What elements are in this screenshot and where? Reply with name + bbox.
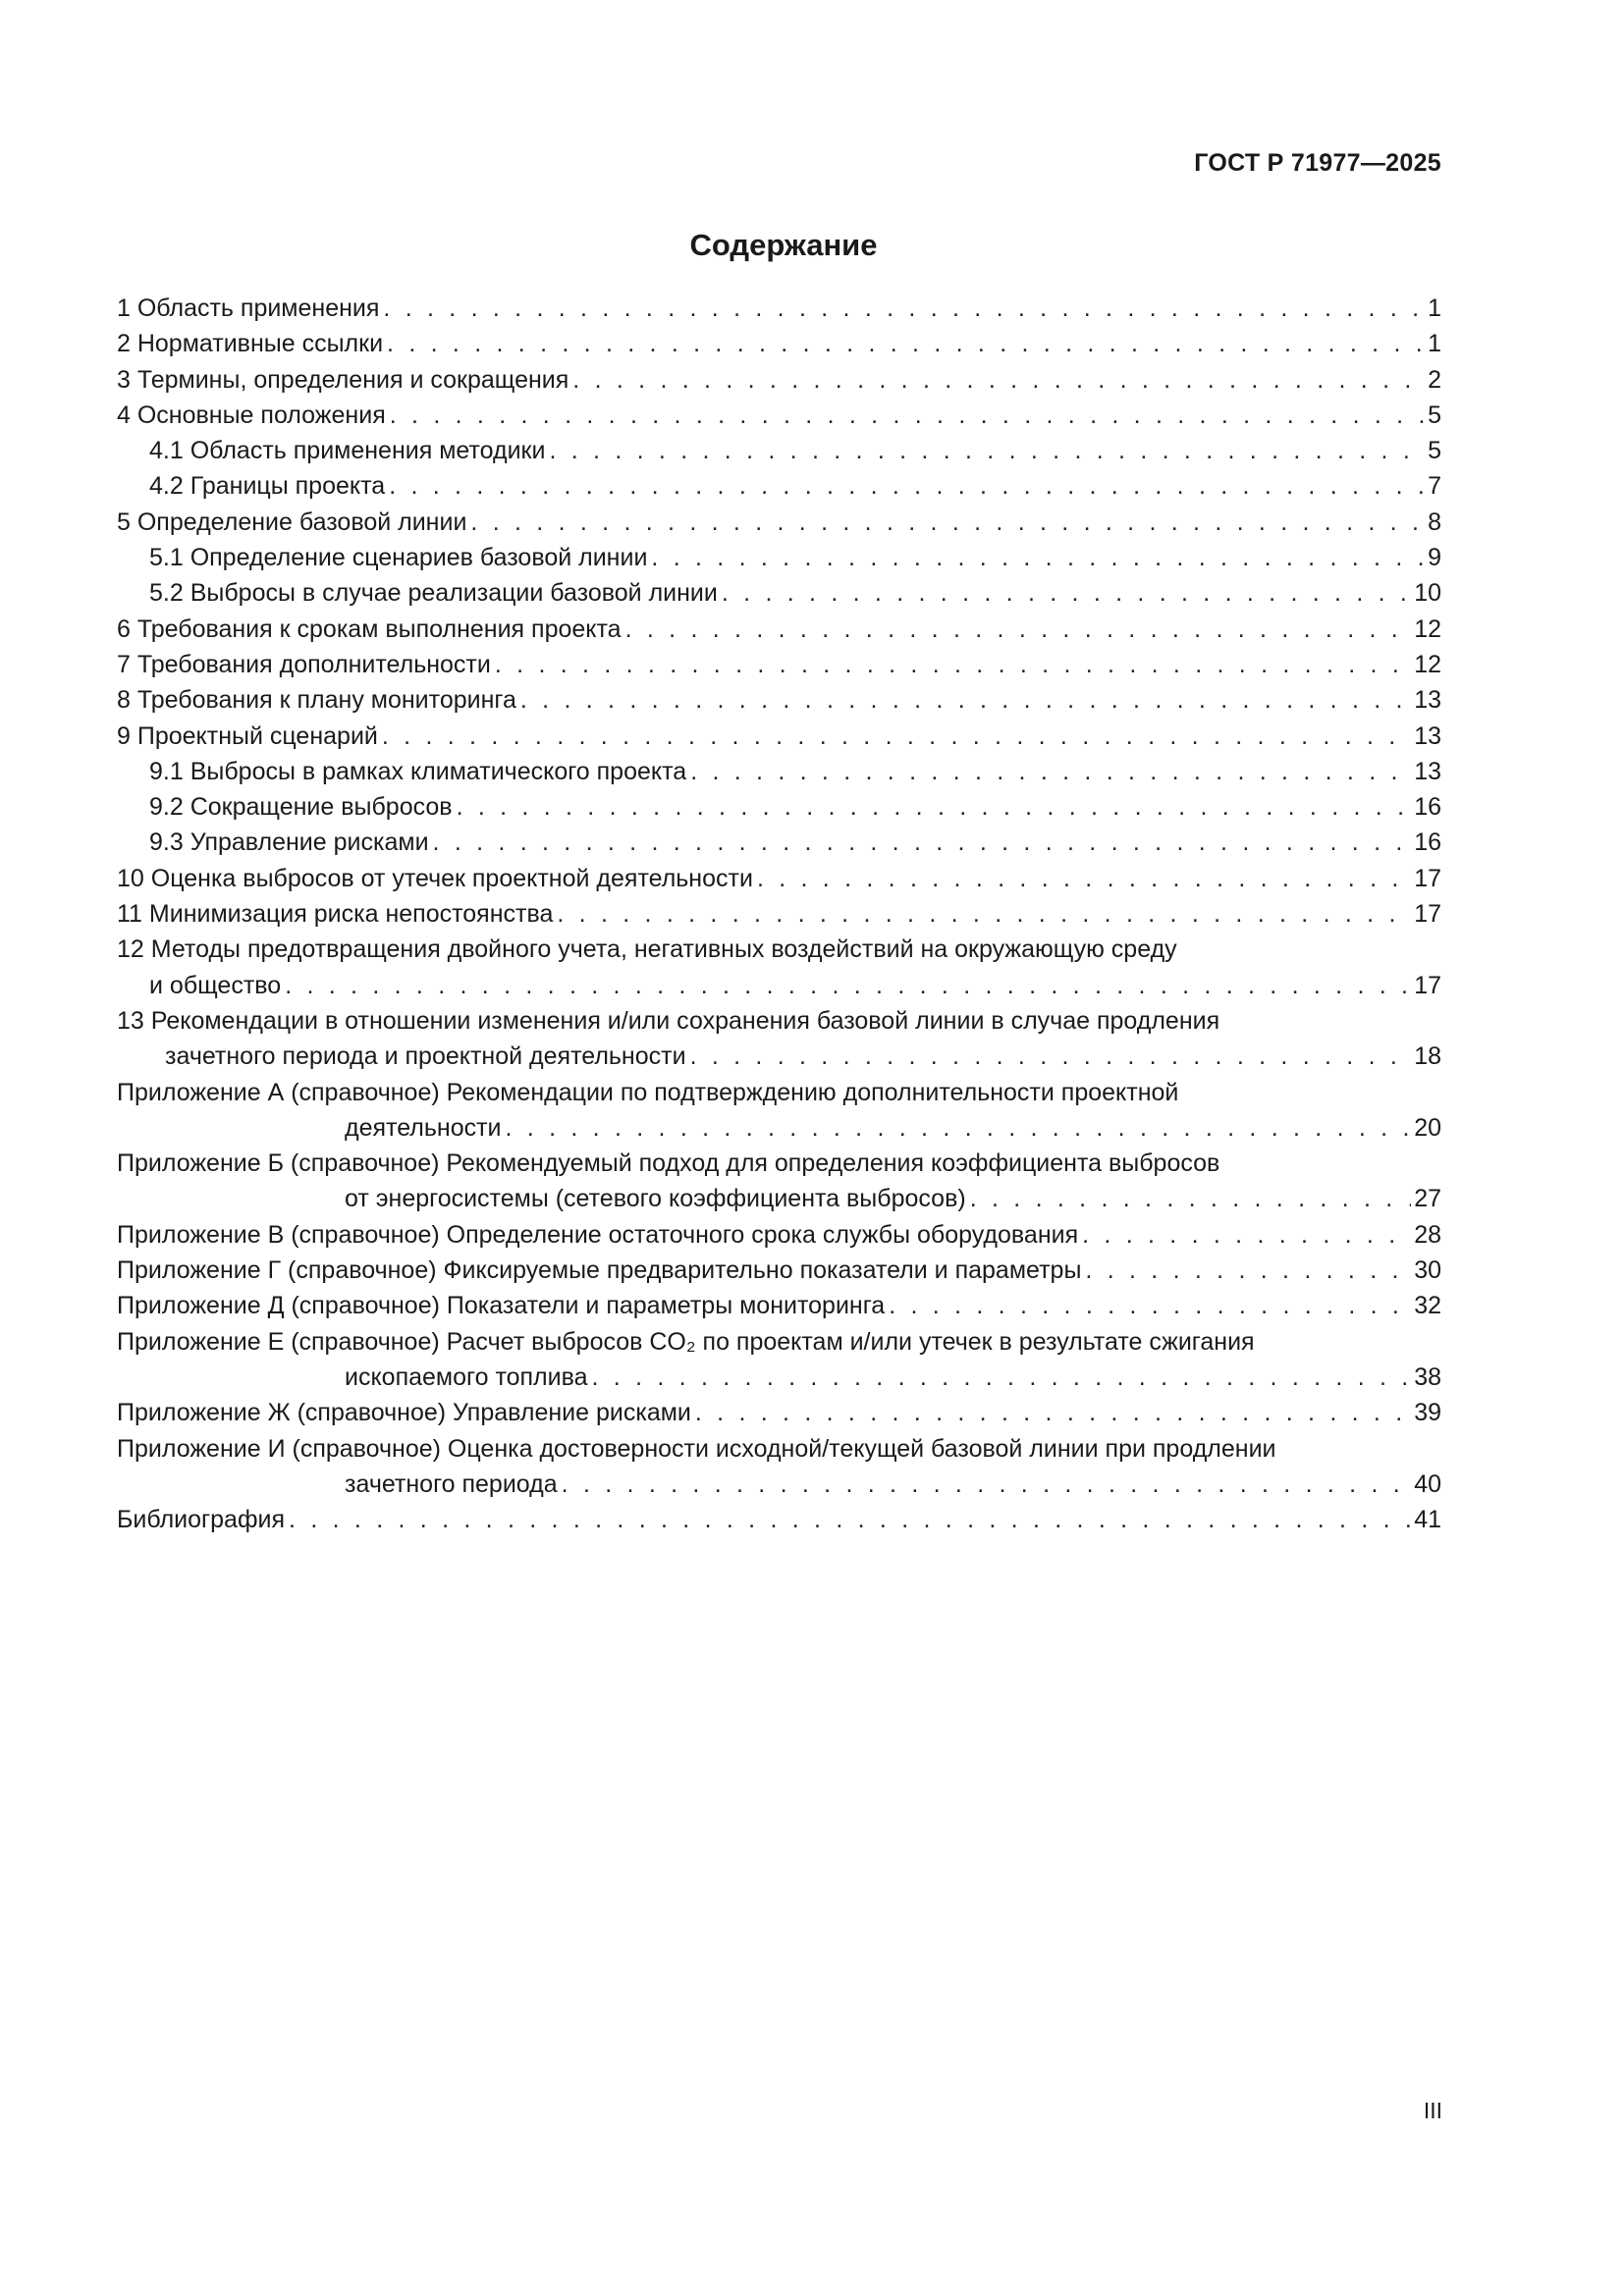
toc-page-number: 18 (1414, 1042, 1441, 1071)
toc-entry-line (117, 1288, 1441, 1323)
dot-leader (572, 362, 1425, 398)
toc-entry-line (117, 540, 1441, 575)
toc-entry-title: 3 Термины, определения и сокращения (117, 365, 569, 394)
dot-leader (457, 789, 1412, 825)
toc-entry-title-continued: деятельности (345, 1113, 502, 1142)
toc-entry-line (117, 326, 1441, 361)
dot-leader (889, 1288, 1411, 1323)
toc-entry-title: 13 Рекомендации в отношении изменения и/или сохранения базовой линии в случае продления (117, 1006, 1220, 1035)
toc-entry-title: 11 Минимизация риска непостоянства (117, 900, 554, 929)
toc-entry[interactable] (117, 825, 1441, 860)
toc-entry[interactable] (117, 1003, 1441, 1075)
toc-entry-line (117, 291, 1441, 326)
toc-entry-line (117, 1431, 1441, 1467)
toc-page-number: 16 (1414, 828, 1441, 857)
toc-entry[interactable] (117, 291, 1441, 326)
page-title: Содержание (689, 228, 878, 262)
toc-entry-line (117, 575, 1441, 611)
toc-page-number: 13 (1414, 686, 1441, 715)
dot-leader (625, 612, 1412, 647)
toc-entry-title: 9.2 Сокращение выбросов (149, 793, 453, 822)
toc-page-number: 1 (1428, 330, 1441, 358)
toc-entry-line (117, 612, 1441, 647)
toc-entry-continuation (117, 1360, 1441, 1395)
toc-page-number: 12 (1414, 650, 1441, 678)
dot-leader (433, 825, 1412, 860)
toc-entry-title: 4.2 Границы проекта (149, 472, 386, 501)
toc-entry[interactable] (117, 362, 1441, 398)
toc-entry-title: 4 Основные положения (117, 400, 386, 429)
toc-entry-line (117, 682, 1441, 718)
toc-entry-title: 8 Требования к плану мониторинга (117, 686, 516, 715)
toc-entry-title: Приложение Б (справочное) Рекомендуемый подход для определения коэффициента выбросов (117, 1149, 1220, 1178)
toc-entry-line (117, 1003, 1441, 1039)
toc-entry[interactable] (117, 468, 1441, 504)
toc-entry[interactable] (117, 896, 1441, 932)
toc-entry[interactable] (117, 932, 1441, 1003)
dot-leader (651, 540, 1425, 575)
dot-leader (520, 682, 1411, 718)
toc-entry[interactable] (117, 326, 1441, 361)
toc-page-number: 27 (1414, 1185, 1441, 1213)
toc-page-number: 20 (1414, 1113, 1441, 1142)
toc-entry-line (117, 1146, 1441, 1181)
toc-entry-line (117, 647, 1441, 682)
toc-page-number: 12 (1414, 614, 1441, 643)
dot-leader (592, 1360, 1412, 1395)
toc-page-number: 17 (1414, 900, 1441, 929)
toc-entry[interactable] (117, 612, 1441, 647)
dot-leader (549, 433, 1425, 468)
toc-entry-line (117, 433, 1441, 468)
dot-leader (470, 505, 1425, 540)
toc-page-number: 40 (1414, 1469, 1441, 1498)
toc-entry[interactable] (117, 682, 1441, 718)
toc-page-number: 30 (1414, 1256, 1441, 1285)
toc-page-number: 5 (1428, 400, 1441, 429)
toc-page-number: 13 (1414, 757, 1441, 785)
dot-leader (390, 398, 1425, 433)
toc-entry-line (117, 468, 1441, 504)
dot-leader (557, 896, 1411, 932)
toc-entry[interactable] (117, 433, 1441, 468)
toc-entry-title-continued: от энергосистемы (сетевого коэффициента выбросов) (345, 1185, 966, 1213)
toc-entry[interactable] (117, 1502, 1441, 1537)
toc-page-number: 16 (1414, 793, 1441, 822)
toc-entry-line (117, 1075, 1441, 1110)
toc-entry[interactable] (117, 1324, 1441, 1396)
toc-page-number: 38 (1414, 1362, 1441, 1391)
toc-entry[interactable] (117, 575, 1441, 611)
toc-entry[interactable] (117, 1395, 1441, 1430)
toc-page-number: 13 (1414, 721, 1441, 750)
toc-entry-title: Приложение Г (справочное) Фиксируемые предварительно показатели и параметры (117, 1256, 1082, 1285)
toc-entry-line (117, 789, 1441, 825)
toc-entry[interactable] (117, 647, 1441, 682)
toc-entry-continuation (117, 1181, 1441, 1216)
dot-leader (383, 291, 1425, 326)
toc-entry-title: 9 Проектный сценарий (117, 721, 378, 750)
dot-leader (1082, 1217, 1411, 1253)
toc-entry-title: 9.3 Управление рисками (149, 828, 429, 857)
dot-leader (1085, 1253, 1411, 1288)
toc-entry-title: Приложение Ж (справочное) Управление рисками (117, 1399, 691, 1427)
toc-entry-title: Приложение А (справочное) Рекомендации по подтверждению дополнительности проектной (117, 1078, 1179, 1106)
toc-entry-title: Библиография (117, 1506, 286, 1534)
toc-page-number: 39 (1414, 1399, 1441, 1427)
toc-page-number: 17 (1414, 971, 1441, 999)
dot-leader (506, 1110, 1412, 1146)
toc-entry-title: Приложение В (справочное) Определение остаточного срока службы оборудования (117, 1220, 1079, 1249)
toc-entry-title: 4.1 Область применения методики (149, 437, 546, 465)
dot-leader (389, 468, 1425, 504)
dot-leader (757, 861, 1411, 896)
toc-entry-line (117, 1324, 1441, 1360)
toc-entry-line (117, 362, 1441, 398)
toc-entry[interactable] (117, 719, 1441, 754)
toc-entry[interactable] (117, 754, 1441, 789)
dot-leader (970, 1181, 1411, 1216)
toc-entry-title: Приложение Д (справочное) Показатели и параметры мониторинга (117, 1292, 886, 1320)
dot-leader (722, 575, 1411, 611)
toc-entry[interactable] (117, 1217, 1441, 1253)
document-code: ГОСТ Р 71977—2025 (1194, 149, 1441, 177)
toc-entry-title-continued: зачетного периода и проектной деятельности (165, 1042, 686, 1071)
toc-entry-title-continued: ископаемого топлива (345, 1362, 588, 1391)
toc-entry[interactable] (117, 505, 1441, 540)
toc-page-number: 1 (1428, 294, 1441, 322)
dot-leader (285, 968, 1411, 1003)
toc-entry-title: 6 Требования к срокам выполнения проекта (117, 614, 622, 643)
dot-leader (387, 326, 1425, 361)
toc-entry[interactable] (117, 861, 1441, 896)
dot-leader (562, 1467, 1412, 1502)
toc-page-number: 28 (1414, 1220, 1441, 1249)
toc-page-number: 5 (1428, 437, 1441, 465)
toc-page-number: 17 (1414, 864, 1441, 892)
table-of-contents (117, 291, 1441, 1537)
toc-entry-title: Приложение Е (справочное) Расчет выбросов CO₂ по проектам и/или утечек в результате сжигания (117, 1327, 1255, 1356)
toc-entry-title: 1 Область применения (117, 294, 380, 322)
toc-entry-title: 12 Методы предотвращения двойного учета, негативных воздействий на окружающую среду (117, 935, 1177, 964)
toc-entry-title: 7 Требования дополнительности (117, 650, 491, 678)
toc-entry-title: 10 Оценка выбросов от утечек проектной деятельности (117, 864, 753, 892)
toc-entry-line (117, 1253, 1441, 1288)
toc-entry-line (117, 505, 1441, 540)
toc-page-number: 41 (1414, 1506, 1441, 1534)
dot-leader (695, 1395, 1411, 1430)
toc-entry[interactable] (117, 1431, 1441, 1503)
dot-leader (690, 754, 1411, 789)
toc-entry[interactable] (117, 398, 1441, 433)
toc-entry-line (117, 825, 1441, 860)
dot-leader (382, 719, 1411, 754)
page-number: III (1423, 2098, 1442, 2123)
toc-entry-title: 2 Нормативные ссылки (117, 330, 384, 358)
toc-entry-title: 5 Определение базовой линии (117, 507, 467, 536)
toc-entry-title: 5.1 Определение сценариев базовой линии (149, 544, 648, 572)
dot-leader (690, 1039, 1412, 1074)
dot-leader (495, 647, 1411, 682)
toc-page-number: 32 (1414, 1292, 1441, 1320)
toc-entry-continuation (117, 1110, 1441, 1146)
toc-entry-line (117, 1395, 1441, 1430)
toc-entry-title: 5.2 Выбросы в случае реализации базовой линии (149, 579, 718, 608)
toc-entry-title: 9.1 Выбросы в рамках климатического проекта (149, 757, 687, 785)
toc-entry-line (117, 1502, 1441, 1537)
toc-entry-line (117, 754, 1441, 789)
toc-entry-line (117, 861, 1441, 896)
toc-entry-continuation (117, 1039, 1441, 1074)
toc-page-number: 9 (1428, 544, 1441, 572)
toc-entry-title-continued: зачетного периода (345, 1469, 558, 1498)
toc-entry-title-continued: и общество (149, 971, 282, 999)
toc-entry[interactable] (117, 1288, 1441, 1323)
toc-page-number: 8 (1428, 507, 1441, 536)
toc-page-number: 7 (1428, 472, 1441, 501)
toc-entry[interactable] (117, 789, 1441, 825)
toc-page-number: 10 (1414, 579, 1441, 608)
toc-entry-continuation (117, 1467, 1441, 1502)
toc-entry[interactable] (117, 1146, 1441, 1217)
toc-entry[interactable] (117, 540, 1441, 575)
toc-entry[interactable] (117, 1253, 1441, 1288)
toc-entry[interactable] (117, 1075, 1441, 1147)
toc-entry-continuation (117, 968, 1441, 1003)
dot-leader (289, 1502, 1411, 1537)
toc-entry-line (117, 719, 1441, 754)
toc-entry-line (117, 398, 1441, 433)
toc-entry-line (117, 896, 1441, 932)
toc-entry-title: Приложение И (справочное) Оценка достоверности исходной/текущей базовой линии при продлении (117, 1434, 1276, 1463)
toc-entry-line (117, 932, 1441, 967)
toc-page-number: 2 (1428, 365, 1441, 394)
toc-entry-line (117, 1217, 1441, 1253)
